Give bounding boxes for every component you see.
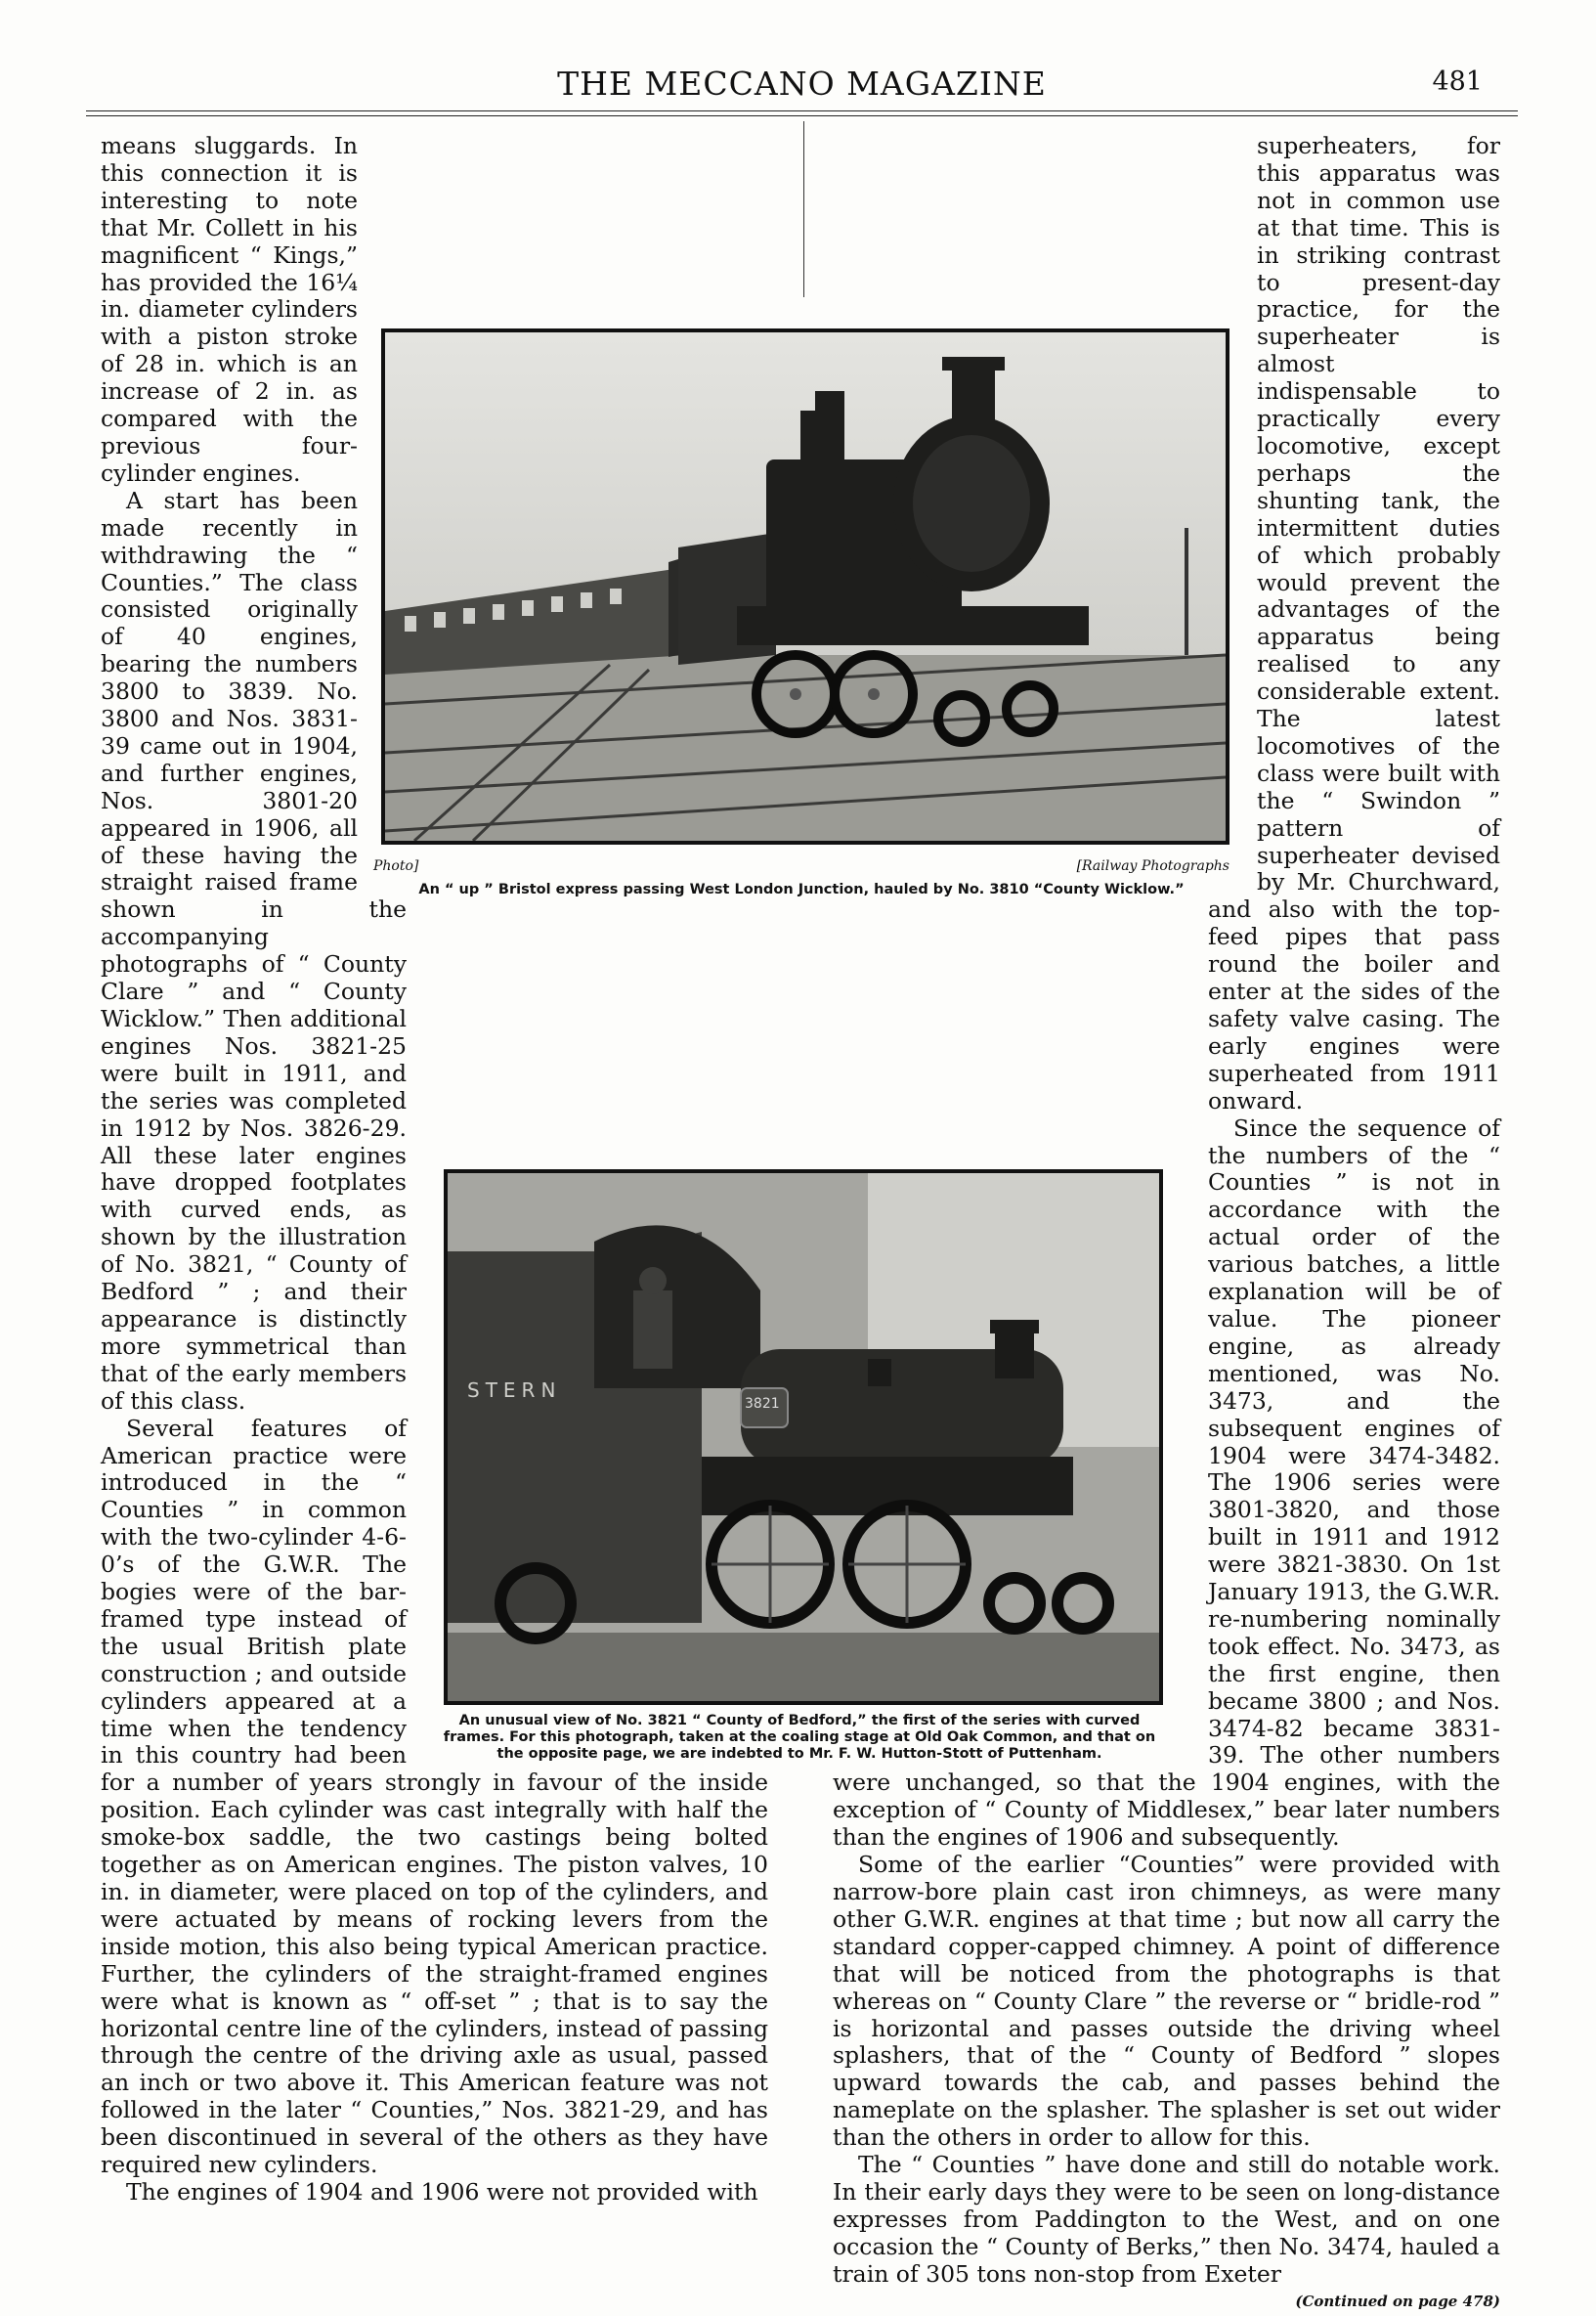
- header-rule-bottom: [86, 115, 1518, 116]
- figure2-caption: An unusual view of No. 3821 “ County of Bedford,” the first of the series with curved frames. For this photograph, taken at the coaling stage at Old Oak Common, and that on the opposite page, we are indebted to Mr. F. W. Hutton-Stott of Puttenham.: [443, 1713, 1156, 1762]
- column-divider-top: [803, 121, 804, 297]
- right-paragraph-4: The “ Counties ” have done and still do notable work. In their early days they were to be seen on long-distance expresses from Paddington to the West, and on one occasion the “ County of Berks,” then No. 3474, hauled a train of 305 tons non-stop from Exeter: [833, 2151, 1500, 2288]
- tender-lettering: STERN: [467, 1378, 562, 1402]
- figure1-caption: An “ up ” Bristol express passing West London Junction, hauled by No. 3810 “County Wicklow.”: [418, 882, 1185, 897]
- photo-credit-left: Photo]: [373, 858, 419, 874]
- left-paragraph-4: The engines of 1904 and 1906 were not provided with: [126, 2177, 758, 2206]
- left-paragraph-3: Several features of American practice were introduced in the “ Counties ” in common with the two-cylinder 4-6-0’s of the G.W.R. The bogies were of the bar-framed type instead of the usual British plate construction ; and outside cylinders appeared at a time when the tendency in this country had been for a number of years strongly in favour of the inside position. Each cylinder was cast integrally with half the smoke-box saddle, the two castings being bolted together as on American engines. The piston valves, 10 in. in diameter, were placed on top of the cylinders, and were actuated by means of rocking levers from the inside motion, this also being typical American practice. Further, the cylinders of the straight-framed engines were what is known as “ off-set ” ; that is to say the horizontal centre line of the cylinders, instead of passing through the centre of the driving axle as usual, passed an inch or two above it. This American feature was not followed in the later “ Counties,” Nos. 3821-29, and has been discontinued in several of the others as they have required new cylinders.: [101, 1414, 768, 2179]
- right-paragraph-2: Since the sequence of the numbers of the “ Counties ” is not in accordance with the actual order of the various batches, a little explanation will be of value. The pioneer engine, as already mentioned, was No. 3473, and the subsequent engines of 1904 were 3474-3482. The 1906 series were 3801-3820, and those built in 1911 and 1912 were 3821-3830. On 1st January 1913, the G.W.R. re-numbering nominally took effect. No. 3473, as the first engine, then became 3800 ; and Nos. 3474-82 became 3831-39. The other numbers were unchanged, so that the 1904 engines, with the exception of “ County of Middlesex,” bear later numbers than the engines of 1906 and subsequently.: [833, 1114, 1500, 1852]
- photo-credit-right: [Railway Photographs: [1076, 858, 1229, 874]
- left-paragraph-1: means sluggards. In this connection it is interesting to note that Mr. Collett in his magnificent “ Kings,” has provided the 16¼ in. diameter cylinders with a piston stroke of 28 in. which is an increase of 2 in. as compared with the previous four-cylinder engines.: [101, 132, 358, 487]
- photo-locomotive-3821: [444, 1169, 1163, 1705]
- loco-numberplate: 3821: [745, 1396, 780, 1412]
- header-rule-top: [86, 110, 1518, 111]
- continued-note: (Continued on page 478): [1295, 2292, 1500, 2310]
- page-number: 481: [1432, 66, 1483, 97]
- photo-express-train: [381, 328, 1229, 845]
- left-paragraph-2: A start has been made recently in withdrawing the “ Counties.” The class consisted originally of 40 engines, bearing the numbers 3800 to 3839. No. 3800 and Nos. 3831-39 came out in 1904, and further engines, Nos. 3801-20 appeared in 1906, all of these having the straight raised frame shown in the accompanying photographs of “ County Clare ” and “ County Wicklow.” Then additional engines Nos. 3821-25 were built in 1911, and the series was completed in 1912 by Nos. 3826-29. All these later engines have dropped footplates with curved ends, as shown by the illustration of No. 3821, “ County of Bedford ” ; and their appearance is distinctly more symmetrical than that of the early members of this class.: [101, 486, 407, 1415]
- right-paragraph-3: Some of the earlier “Counties” were provided with narrow-bore plain cast iron chimneys, as were many other G.W.R. engines at that time ; but now all carry the standard copper-capped chimney. A point of difference that will be noticed from the photographs is that whereas on “ County Clare ” the reverse or “ bridle-rod ” is horizontal and passes outside the driving wheel splashers, that of the “ County of Bedford ” slopes upward towards the cab, and passes behind the nameplate on the splasher. The splasher is set out wider than the others in order to allow for this.: [833, 1851, 1500, 2152]
- page-header: [86, 65, 1518, 108]
- figure-county-of-bedford: [438, 1169, 1161, 1771]
- figure-county-wicklow: [373, 328, 1229, 915]
- right-paragraph-1: superheaters, for this apparatus was not in common use at that time. This is in striking contrast to present-day practice, for the superheater is almost indispensable to practically every locomotive, except perhaps the shunting tank, the intermittent duties of which probably would prevent the advantages of the apparatus being realised to any considerable extent. The latest locomotives of the class were built with the “ Swindon ” pattern of superheater devised by Mr. Churchward, and also with the top-feed pipes that pass round the boiler and enter at the sides of the safety valve casing. The early engines were superheated from 1911 onward.: [1208, 132, 1500, 1114]
- train-illustration: [385, 332, 1226, 841]
- locomotive-illustration: [448, 1173, 1159, 1701]
- magazine-title: THE MECCANO MAGAZINE: [557, 65, 1047, 103]
